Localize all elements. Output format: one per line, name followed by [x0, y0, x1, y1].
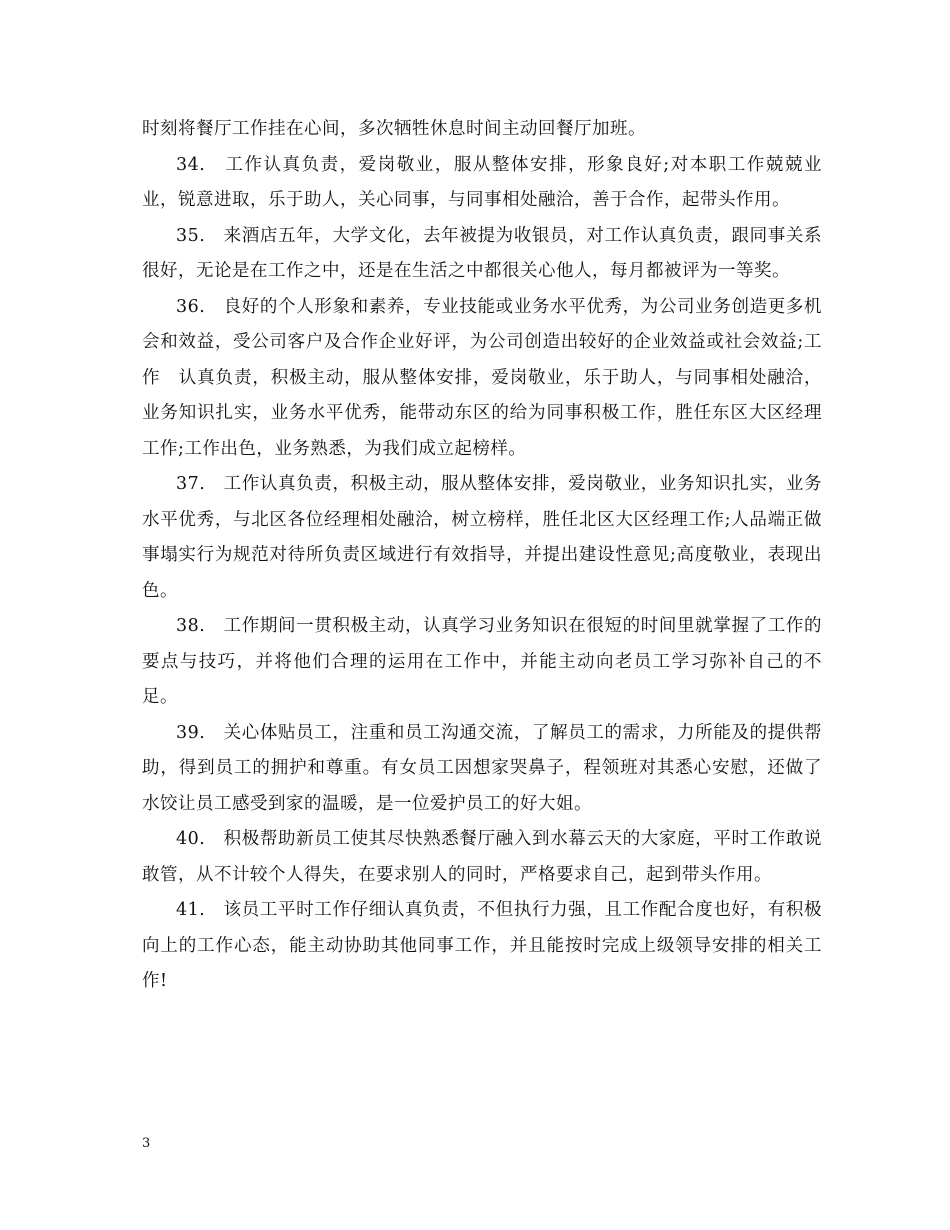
item-number: 37.: [176, 474, 206, 494]
item-number: 35.: [176, 225, 206, 246]
list-item: [142, 148, 822, 219]
list-item: [142, 716, 822, 823]
item-text: 来酒店五年，大学文化，去年被提为收银员，对工作认真负责，跟同事关系很好，无论是在工作之中，还是在生活之中都很关心他人，每月都被评为一等奖。: [142, 225, 823, 281]
list-item: [142, 893, 822, 1000]
item-text: 工作期间一贯积极主动，认真学习业务知识在很短的时间里就掌握了工作的要点与技巧，并将他们合理的运用在工作中，并能主动向老员工学习弥补自己的不足。: [142, 616, 823, 707]
document-body: [142, 112, 840, 1000]
item-number: 34.: [176, 154, 206, 175]
item-text: 良好的个人形象和素养，专业技能或业务水平优秀，为公司业务创造更多机会和效益，受公司客户及合作企业好评，为公司创造出较好的企业效益或社会效益;工作 认真负责，积极主动，服从整体安排，爱岗敬业，乐于助人，与同事相处融洽，业务知识扎实，业务水平优秀，能带动东区的给为同事积极工作，胜任东区大区经理 工作;工作出色，业务熟悉，为我们成立起榜样。: [142, 296, 840, 459]
list-item: [142, 609, 822, 716]
item-number: 38.: [176, 616, 206, 636]
item-number: 41.: [176, 900, 206, 920]
list-item: [142, 822, 822, 893]
item-number: 40.: [176, 829, 206, 849]
item-text: 工作认真负责，积极主动，服从整体安排，爱岗敬业，业务知识扎实，业务水平优秀，与北区各位经理相处融洽，树立榜样，胜任北区大区经理工作;人品端正做事塌实行为规范对待所负责区域进行有效指导，并提出建设性意见;高度敬业，表现出色。: [142, 474, 823, 601]
list-item: [142, 290, 840, 468]
list-item: [142, 467, 822, 609]
list-item: [142, 219, 822, 290]
item-text: 积极帮助新员工使其尽快熟悉餐厅融入到水幕云天的大家庭，平时工作敢说敢管，从不计较个人得失，在要求别人的同时，严格要求自己，起到带头作用。: [142, 829, 823, 885]
continuation-paragraph: 时刻将餐厅工作挂在心间，多次牺牲休息时间主动回餐厅加班。: [142, 119, 646, 139]
item-number: 36.: [176, 296, 206, 317]
item-text: 该员工平时工作仔细认真负责，不但执行力强，且工作配合度也好，有积极向上的工作心态，能主动协助其他同事工作，并且能按时完成上级领导安排的相关工作!: [142, 900, 823, 991]
page-number: 3: [142, 1136, 151, 1151]
item-text: 工作认真负责，爱岗敬业，服从整体安排，形象良好;对本职工作兢兢业业，锐意进取，乐于助人，关心同事，与同事相处融洽，善于合作，起带头作用。: [142, 154, 822, 210]
item-text: 关心体贴员工，注重和员工沟通交流，了解员工的需求，力所能及的提供帮助，得到员工的拥护和尊重。有女员工因想家哭鼻子，程领班对其悉心安慰，还做了水饺让员工感受到家的温暖，是一位爱护员工的好大姐。: [142, 722, 823, 814]
item-number: 39.: [176, 722, 206, 743]
